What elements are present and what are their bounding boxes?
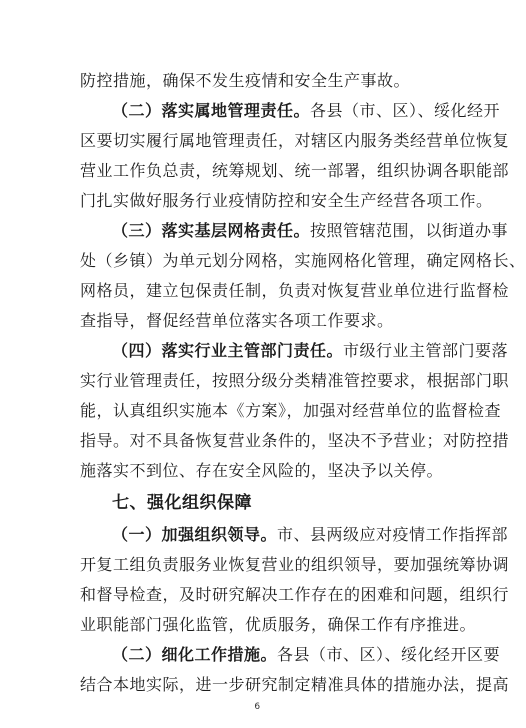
text-line: 业职能部门强化监管，优质服务，确保工作有序推进。 (80, 615, 477, 634)
paragraph-text: 市级行业主管部门要落 (343, 341, 509, 360)
section-heading: 七、强化组织保障 (112, 493, 252, 513)
paragraph-start-3 (112, 218, 509, 244)
text-line: 网格员，建立包保责任制，负责对恢复营业单位进行监督检 (80, 281, 510, 300)
paragraph-text: 各县（市、区）、绥化经开 (310, 101, 501, 120)
text-line: 施落实不到位、存在安全风险的，坚决予以关停。 (80, 461, 444, 480)
text-line: 区要切实履行属地管理责任，对辖区内服务类经营单位恢复 (80, 131, 510, 150)
paragraph-text: 各县（市、区）、绥化经开区要 (277, 645, 501, 664)
page-number: 6 (254, 702, 261, 712)
paragraph-text: 市、县两级应对疫情工作指挥部 (277, 525, 509, 544)
paragraph-start-2 (112, 98, 501, 124)
text-line: 和督导检查，及时研究解决工作存在的困难和问题，组织行 (80, 585, 510, 604)
text-line: 查指导，督促经营单位落实各项工作要求。 (80, 311, 394, 330)
text-line: 指导。对不具备恢复营业条件的，坚决不予营业；对防控措 (80, 431, 510, 450)
text-line: 营业工作负总责，统筹规划、统一部署，组织协调各职能部 (80, 161, 510, 180)
paragraph-lead: （一）加强组织领导。 (112, 525, 278, 544)
text-line: 结合本地实际，进一步研究制定精准具体的措施办法，提高 (80, 675, 510, 694)
text-line: 防控措施，确保不发生疫情和安全生产事故。 (80, 71, 411, 90)
paragraph-lead: （三）落实基层网格责任。 (112, 221, 311, 240)
paragraph-text: 按照管辖范围，以街道办事 (310, 221, 509, 240)
text-line: 实行业管理责任，按照分级分类精准管控要求，根据部门职 (80, 371, 510, 390)
text-line: 门扎实做好服务行业疫情防控和安全生产经营各项工作。 (80, 191, 493, 210)
text-line: 开复工组负责服务业恢复营业的组织领导，要加强统筹协调 (80, 555, 510, 574)
paragraph-lead: （二）细化工作措施。 (112, 645, 278, 664)
text-line: 能，认真组织实施本《方案》，加强对经营单位的监督检查 (80, 401, 502, 420)
paragraph-lead: （二）落实属地管理责任。 (112, 101, 311, 120)
paragraph-start-4 (112, 338, 509, 364)
paragraph-lead: （四）落实行业主管部门责任。 (112, 341, 344, 360)
paragraph-start-6 (112, 642, 501, 668)
text-line: 处（乡镇）为单元划分网格，实施网格化管理，确定网格长、 (80, 251, 526, 270)
paragraph-start-5 (112, 522, 509, 548)
